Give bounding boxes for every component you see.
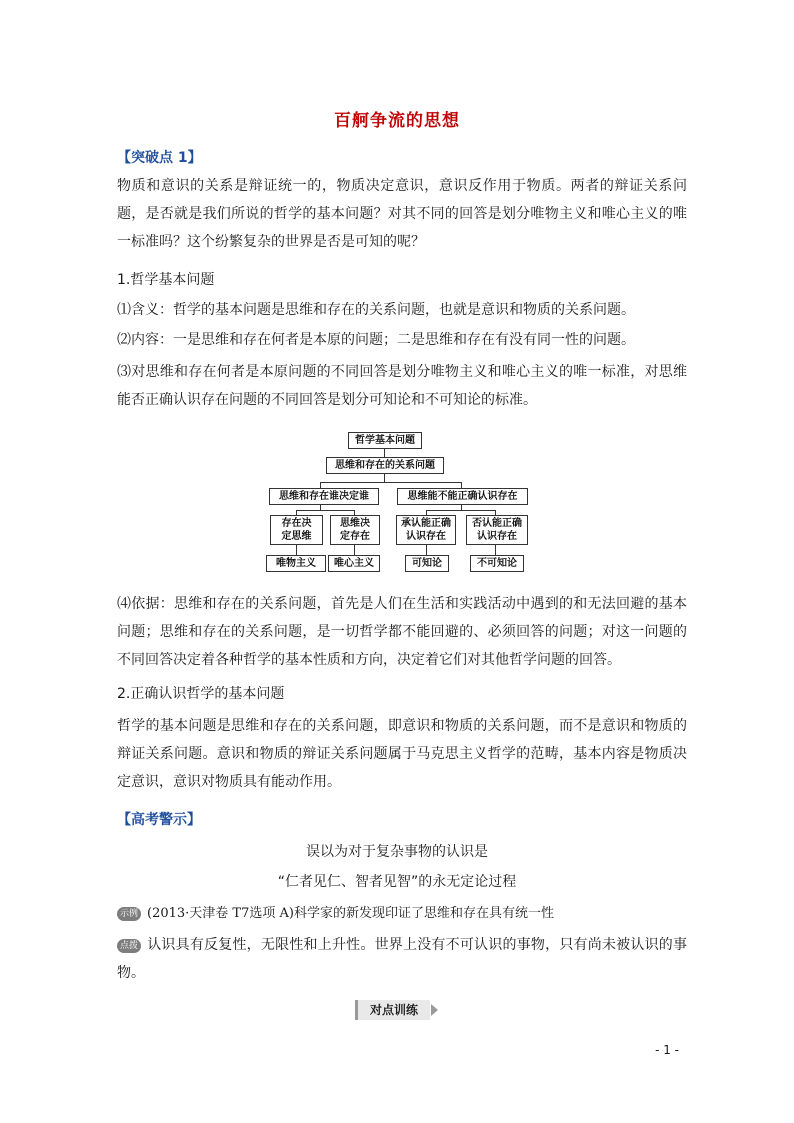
section-tag-breakthrough: 【突破点 1】: [117, 150, 202, 166]
comment-block: [117, 931, 687, 987]
diagram-right-branch: 思维能不能正确认识存在: [397, 488, 528, 505]
diagram-root: 哲学基本问题: [348, 432, 422, 449]
paragraph-meaning: ⑴含义：哲学的基本问题是思维和存在的关系问题，也就是意识和物质的关系问题。: [117, 302, 635, 318]
heading-basic-question: 1.哲学基本问题: [117, 272, 215, 288]
comment-badge: 点拨: [117, 939, 141, 953]
diagram-idealism: 唯心主义: [328, 555, 380, 572]
diagram-existence-decides: 存在决定思维: [270, 515, 323, 545]
page-number: - 1 -: [655, 1043, 679, 1057]
diagram-left-branch: 思维和存在谁决定谁: [269, 488, 379, 505]
practice-label-text: 对点训练: [369, 1003, 418, 1017]
example-badge: 示例: [117, 907, 141, 921]
diagram-knowability: 可知论: [405, 555, 449, 572]
paragraph-criteria: ⑶对思维和存在何者是本原问题的不同回答是划分唯物主义和唯心主义的唯一标准，对思维能否正确认识存在问题的不同回答是划分可知论和不可知论的标准。: [117, 364, 687, 408]
diagram-agnosticism: 不可知论: [470, 555, 524, 572]
paragraph-content: ⑵内容：一是思维和存在何者是本原的问题；二是思维和存在有没有同一性的问题。: [117, 332, 635, 348]
heading-correct-understanding: 2.正确认识哲学的基本问题: [117, 686, 285, 702]
example-text: (2013·天津卷 T7选项 A)科学家的新发现印证了思维和存在具有统一性: [147, 906, 554, 921]
warning-heading-1: 误以为对于复杂事物的认识是: [306, 844, 488, 860]
paragraph-basis: ⑷依据：思维和存在的关系问题，首先是人们在生活和实践活动中遇到的和无法回避的基本问题；思维和存在的关系问题，是一切哲学都不能回避的、必须回答的问题；对这一问题的不同回答决定着各种哲学的基本性质和方向，决定着它们对其他哲学问题的回答。: [117, 596, 687, 668]
practice-section-label: [355, 1000, 430, 1020]
diagram-thought-decides: 思维决定存在: [330, 515, 380, 545]
diagram-affirm-knowable: 承认能正确认识存在: [396, 515, 456, 545]
diagram-level1: 思维和存在的关系问题: [326, 457, 444, 474]
intro-paragraph: 物质和意识的关系是辩证统一的，物质决定意识，意识反作用于物质。两者的辩证关系问题，是否就是我们所说的哲学的基本问题？对其不同的回答是划分唯物主义和唯心主义的唯一标准吗？这个纷繁复杂的世界是否是可知的呢？: [117, 178, 687, 250]
comment-text: 认识具有反复性，无限性和上升性。世界上没有不可认识的事物，只有尚未被认识的事物。: [117, 937, 687, 981]
warning-heading-2: “仁者见仁、智者见智”的永无定论过程: [277, 874, 517, 890]
paragraph-correct-understanding: 哲学的基本问题是思维和存在的关系问题，即意识和物质的关系问题，而不是意识和物质的辩证关系问题。意识和物质的辩证关系问题属于马克思主义哲学的范畴，基本内容是物质决定意识，意识对物质具有能动作用。: [117, 718, 687, 790]
practice-arrow-icon: [431, 1004, 438, 1016]
diagram-materialism: 唯物主义: [266, 555, 326, 572]
example-line: [117, 900, 554, 928]
diagram-deny-knowable: 否认能正确认识存在: [466, 515, 528, 545]
section-tag-exam-warning: 【高考警示】: [117, 812, 201, 828]
page-title: 百舸争流的思想: [334, 111, 460, 131]
